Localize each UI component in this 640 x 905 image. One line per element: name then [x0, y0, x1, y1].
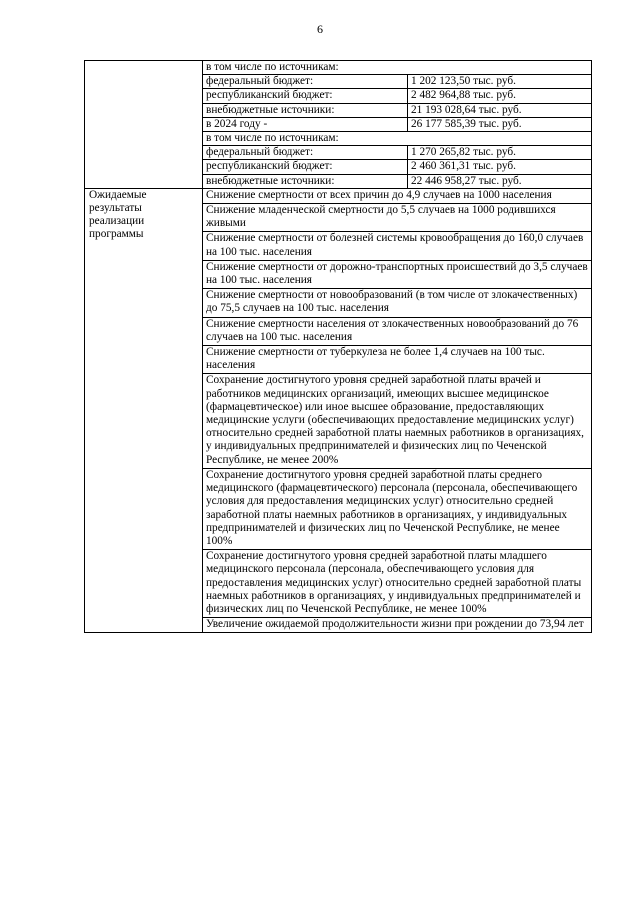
program-passport-table: [84, 60, 592, 633]
results-row: [85, 188, 592, 203]
funding-label: федеральный бюджет:: [203, 75, 408, 89]
funding-value: 22 446 958,27 тыс. руб.: [408, 174, 592, 188]
funding-label: внебюджетные источники:: [203, 103, 408, 117]
funding-value: 2 482 964,88 тыс. руб.: [408, 89, 592, 103]
funding-label: в том числе по источникам:: [203, 132, 592, 146]
funding-label: республиканский бюджет:: [203, 160, 408, 174]
result-item: Снижение смертности от туберкулеза не более 1,4 случаев на 100 тыс. населения: [203, 346, 592, 374]
funding-value: 1 270 265,82 тыс. руб.: [408, 146, 592, 160]
funding-value: 26 177 585,39 тыс. руб.: [408, 117, 592, 131]
result-item: Снижение смертности от болезней системы кровообращения до 160,0 случаев на 100 тыс. населения: [203, 232, 592, 260]
funding-label: республиканский бюджет:: [203, 89, 408, 103]
result-item: Снижение смертности населения от злокачественных новообразований до 76 случаев на 100 тыс. населения: [203, 317, 592, 345]
funding-empty-cell: [85, 61, 203, 189]
result-item: Снижение смертности от новообразований (в том числе от злокачественных) до 75,5 случаев на 100 тыс. населения: [203, 289, 592, 317]
result-item: Снижение младенческой смертности до 5,5 случаев на 1000 родившихся живыми: [203, 204, 592, 232]
funding-label: в 2024 году -: [203, 117, 408, 131]
funding-value: 21 193 028,64 тыс. руб.: [408, 103, 592, 117]
page-number: 6: [317, 22, 323, 36]
result-item: Снижение смертности от дорожно-транспортных происшествий до 3,5 случаев на 100 тыс. населения: [203, 260, 592, 288]
funding-label: внебюджетные источники:: [203, 174, 408, 188]
result-item: Снижение смертности от всех причин до 4,9 случаев на 1000 населения: [203, 188, 592, 203]
result-item: Увеличение ожидаемой продолжительности жизни при рождении до 73,94 лет: [203, 618, 592, 633]
funding-value: 2 460 361,31 тыс. руб.: [408, 160, 592, 174]
funding-value: 1 202 123,50 тыс. руб.: [408, 75, 592, 89]
funding-label: в том числе по источникам:: [203, 61, 592, 75]
funding-label: федеральный бюджет:: [203, 146, 408, 160]
funding-row: [85, 61, 592, 75]
result-item: Сохранение достигнутого уровня средней заработной платы среднего медицинского (фармацевтического) персонала (персонала, обеспечивающего условия для предоставления медицинских услуг) относительно средней заработной платы наемных работников в организациях, у индивидуальных предпринимателей и физических лиц по Чеченской Республике, не менее 100%: [203, 468, 592, 549]
result-item: Сохранение достигнутого уровня средней заработной платы младшего медицинского персонала (персонала, обеспечивающего условия для предоставления медицинских услуг) относительно средней заработной платы наемных работников в организациях, у индивидуальных предпринимателей и физических лиц по Чеченской Республике, не менее 100%: [203, 550, 592, 618]
result-item: Сохранение достигнутого уровня средней заработной платы врачей и работников медицинских организаций, имеющих высшее медицинское (фармацевтическое) или иное высшее образование, предоставляющих медицинские услуги (обеспечивающих предоставление медицинских услуг) относительно средней заработной платы наемных работников в организациях, у индивидуальных предпринимателей и физических лиц по Чеченской Республике, не менее 200%: [203, 374, 592, 468]
results-heading: Ожидаемые результаты реализации программы: [85, 188, 203, 633]
